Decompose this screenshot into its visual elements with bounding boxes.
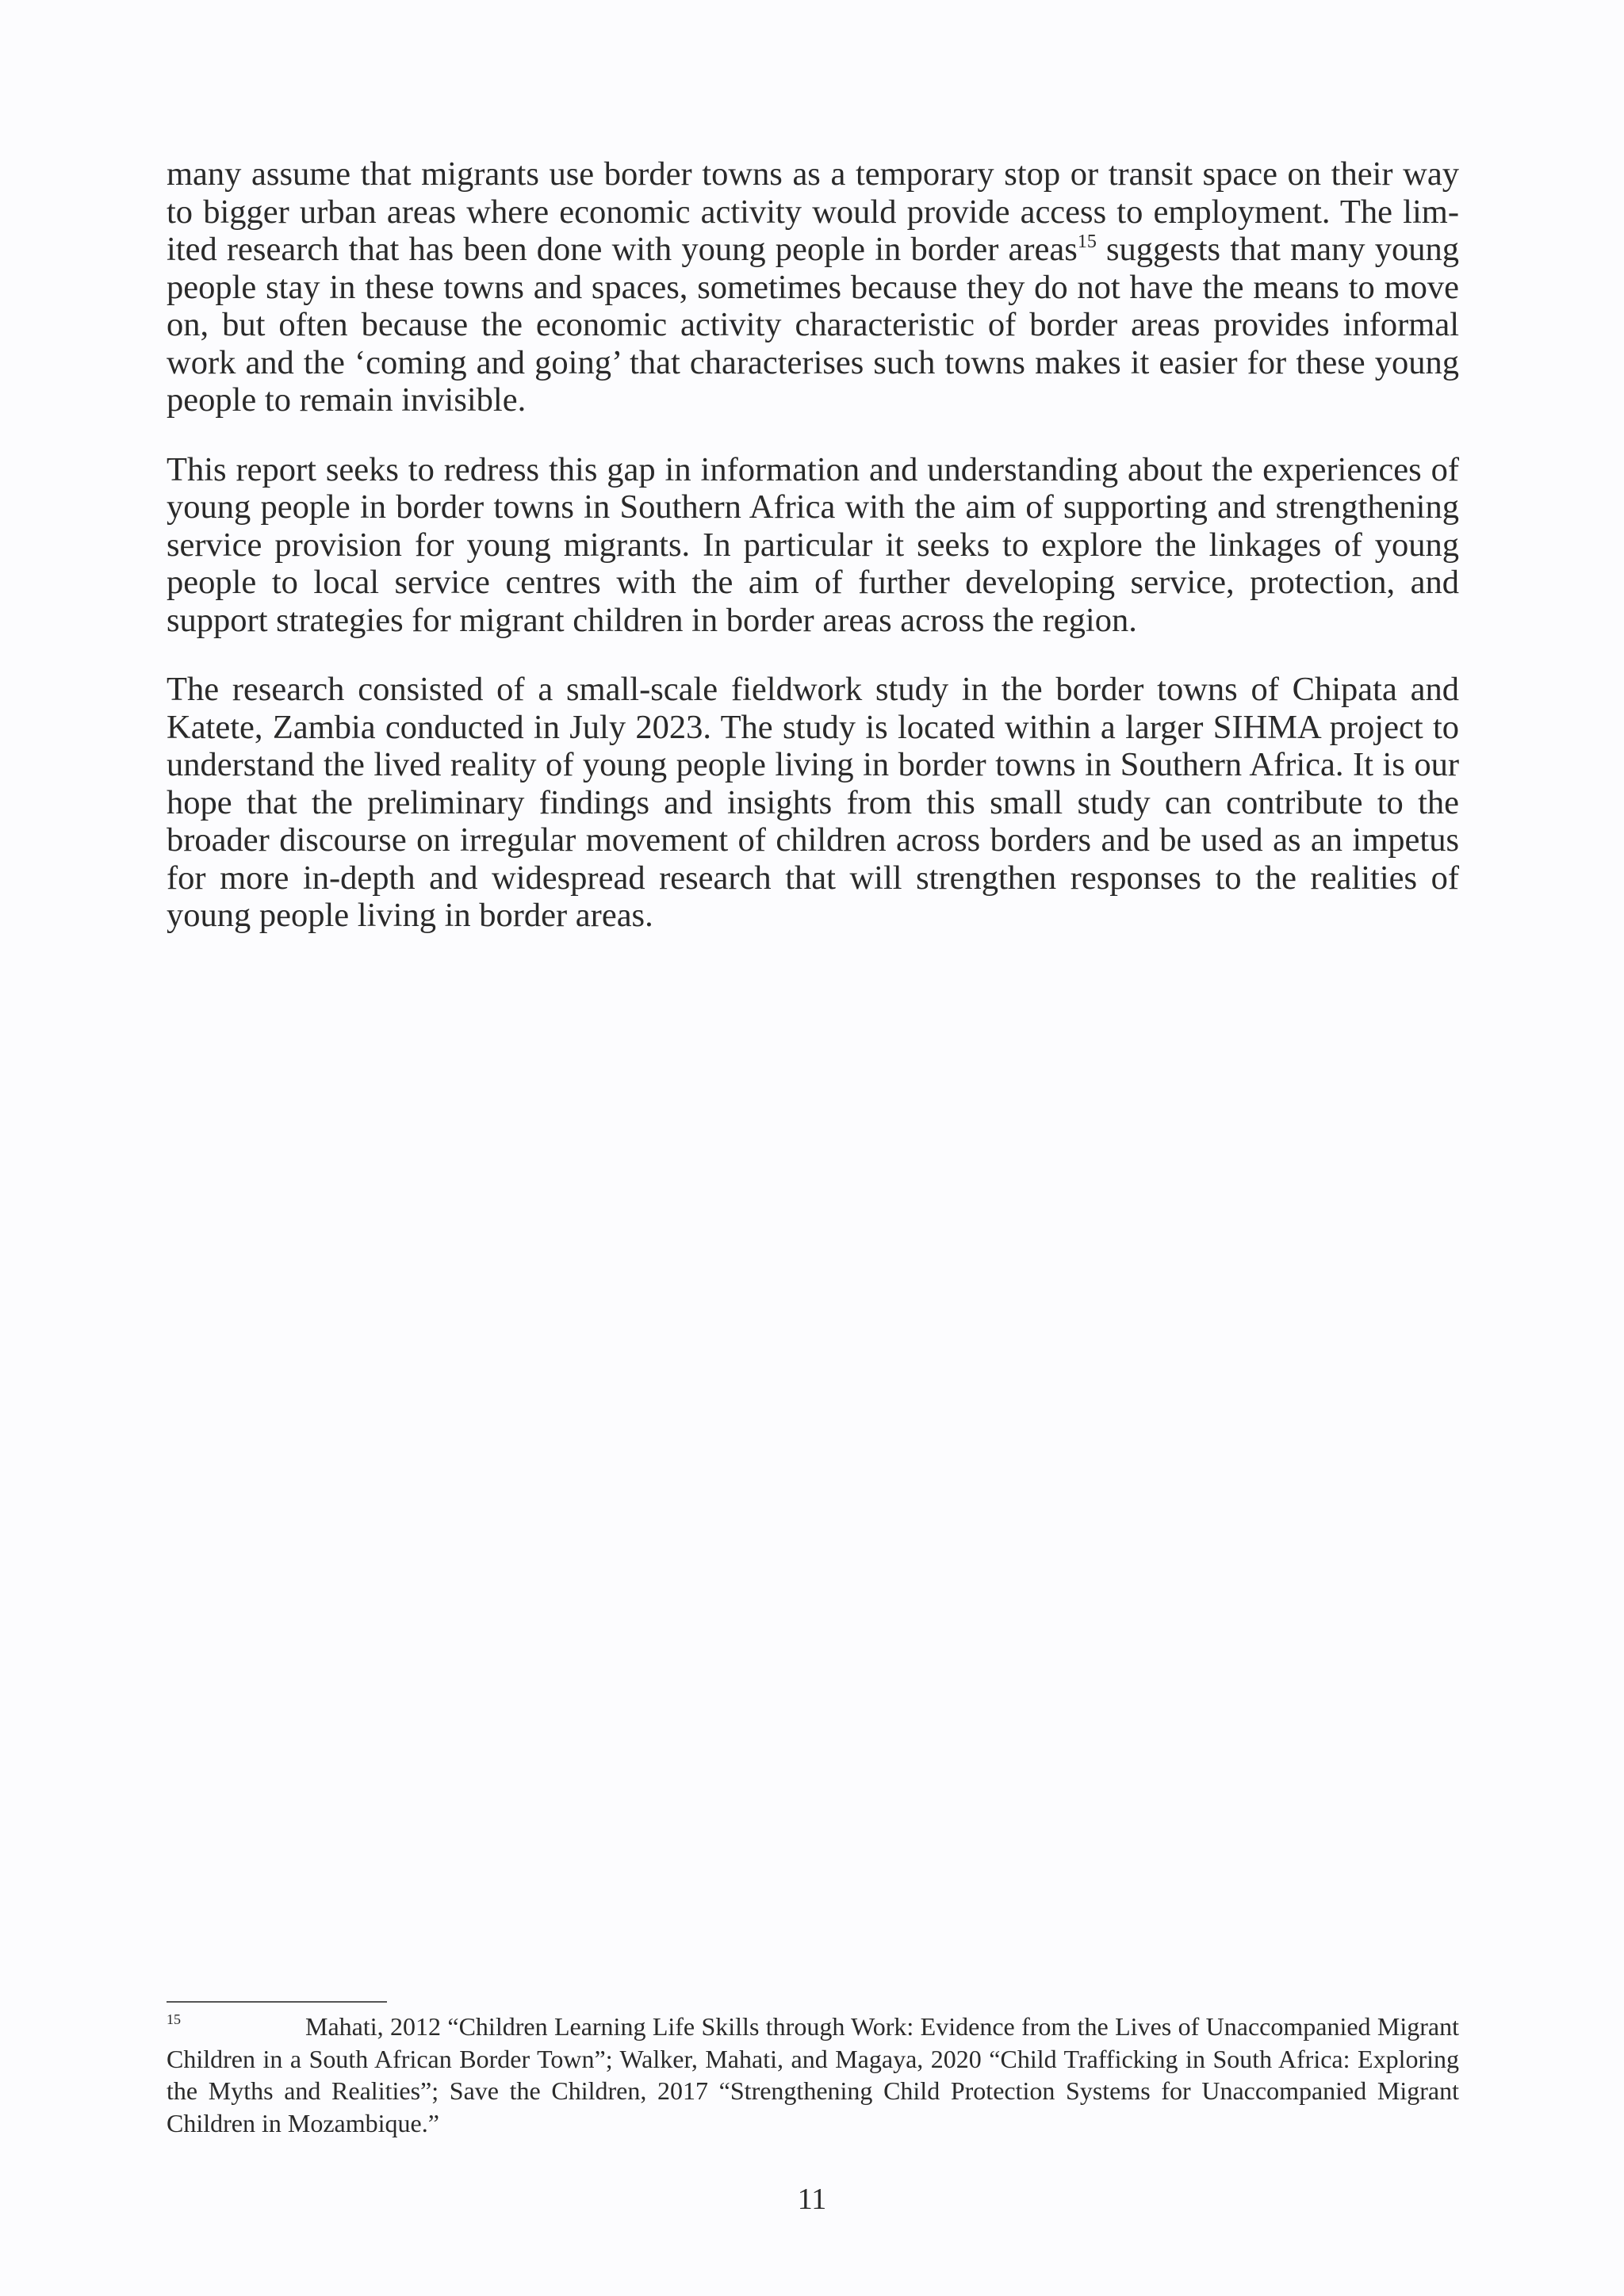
footnote-reference[interactable]: 15 — [1077, 232, 1097, 252]
footnote-divider — [167, 2001, 387, 2003]
footnote-text: Mahati, 2012 “Children Learning Life Skills through Work: Evidence from the Lives of Unaccompanied Migrant Children in a South African Border Town”; Walker, Mahati, and Magaya, 2020 “Child Trafficking in South Africa: Exploring the Myths and Realities”; Save the Children, 2017 “Strengthening Child Protection Systems for Unaccompanied Migrant Children in Mozambique.” — [167, 2012, 1459, 2137]
paragraph-2: This report seeks to redress this gap in information and understanding about the experiences of young people in border towns in Southern Africa with the aim of supporting and strengthening service provision for young migrants. In particular it seeks to explore the linkages of young people to local service centres with the aim of further developing service, protection, and support strategies for migrant children in border areas across the region. — [167, 450, 1459, 639]
page-number: 11 — [797, 2183, 827, 2216]
paragraph-1 — [167, 155, 1459, 419]
body-text — [167, 155, 1459, 966]
paragraph-3: The research consisted of a small-scale fieldwork study in the border towns of Chipata and Katete, Zambia conducted in July 2023. The study is located within a larger SIHMA project to understand the lived reality of young people living in border towns in Southern Africa. It is our hope that the preliminary findings and insights from this small study can contribute to the broader discourse on irregular movement of children across borders and be used as an impetus for more in-depth and widespread research that will strengthen responses to the realities of young people living in border areas. — [167, 671, 1459, 934]
footnote: 15 Mahati, 2012 “Children Learning Life Skills through Work: Evidence from the Lives of Unaccompanied Migrant Children in a South African Border Town”; Walker, Mahati, and Magaya, 2020 “Child Trafficking in South Africa: Exploring the Myths and Realities”; Save the Children, 2017 “Strengthening Child Protection Systems for Unaccompanied Migrant Children in Mozambique.” — [167, 2011, 1459, 2137]
paragraph-1-text-a: many assume that migrants use border towns as a temporary stop or transit space on their way to bigger urban areas where economic activity would provide access to employment. The limited research that has been done with young people in border areas — [167, 155, 1459, 268]
paragraph-1-text-b: suggests that many young people stay in these towns and spaces, sometimes because they do not have the means to move on, but often because the economic activity characteristic of border areas provides informal work and the ‘coming and going’ that characterises such towns makes it easier for these young people to remain invisible. — [167, 231, 1459, 419]
